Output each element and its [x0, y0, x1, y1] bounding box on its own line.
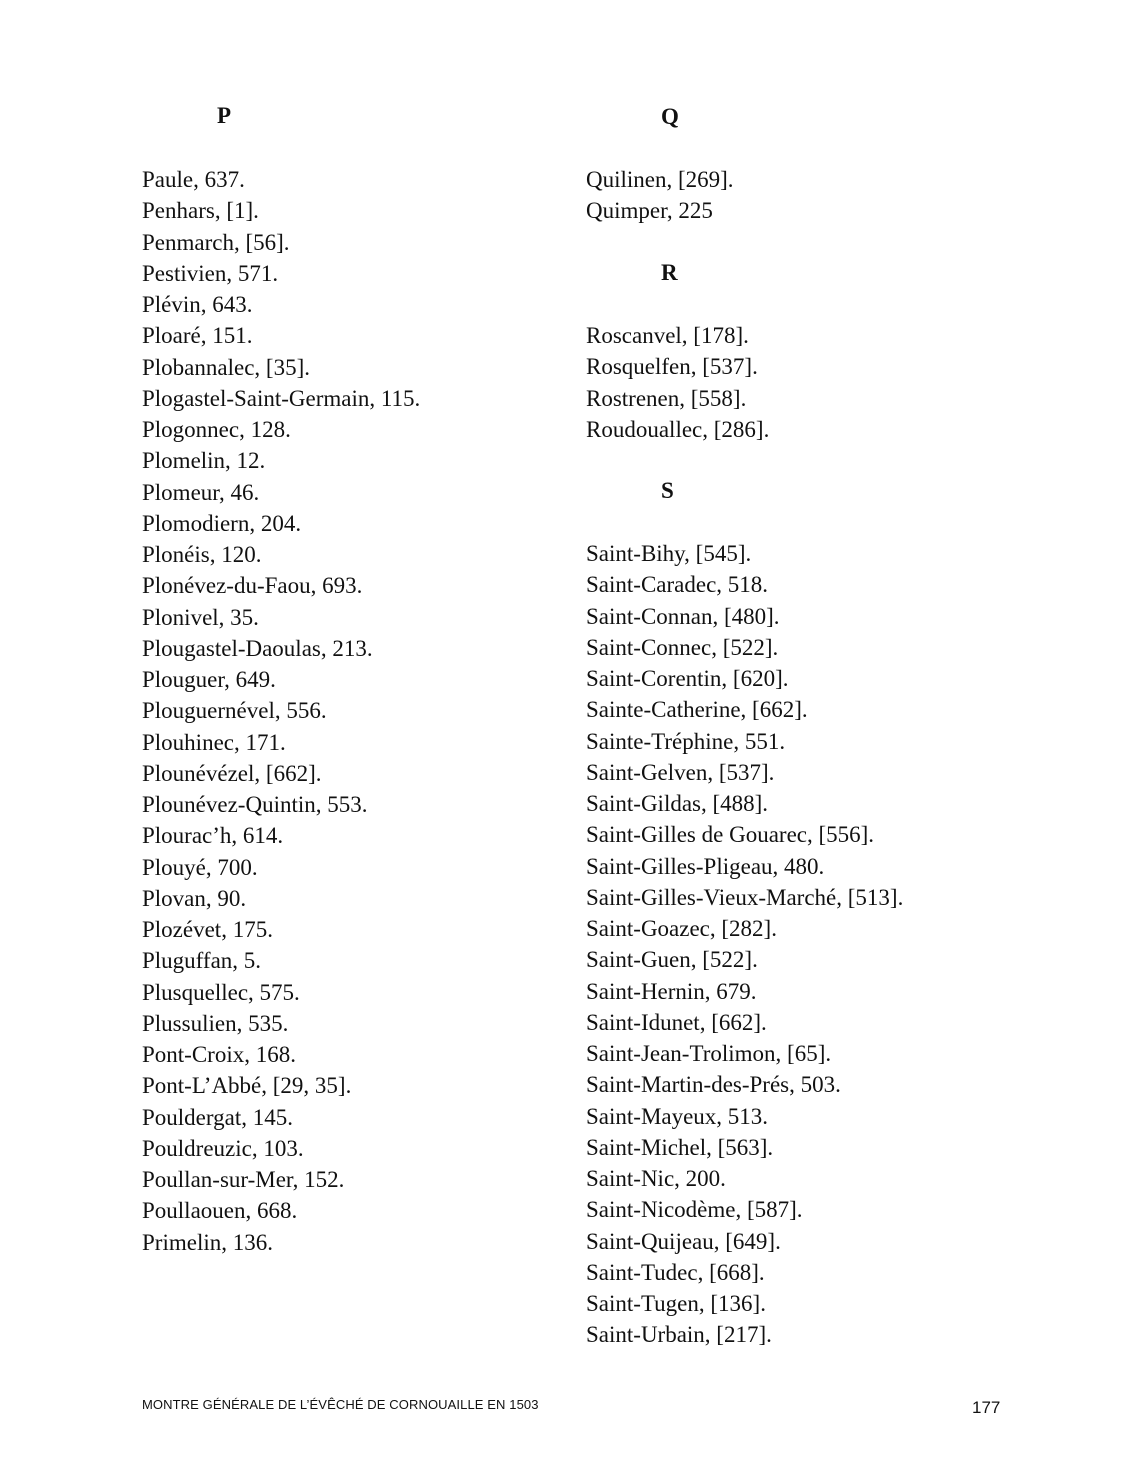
index-entry: Ploaré, 151.: [142, 323, 253, 349]
index-entry: Plonévez-du-Faou, 693.: [142, 573, 363, 599]
index-entry: Rostrenen, [558].: [586, 385, 747, 411]
index-entry: Saint-Connec, [522].: [586, 634, 779, 660]
index-entry: Paule, 637.: [142, 167, 245, 192]
section-letter-r: R: [661, 260, 678, 285]
index-entry: Saint-Jean-Trolimon, [65].: [586, 1041, 832, 1066]
index-entry: Saint-Michel, [563].: [586, 1134, 774, 1160]
index-entry: Plomodiern, 204.: [142, 510, 302, 536]
index-entry: Quilinen, [269].: [586, 167, 734, 192]
index-entry: Quimper, 225: [586, 198, 713, 224]
index-entry: Saint-Martin-des-Prés, 503.: [586, 1072, 841, 1098]
index-entry: Saint-Idunet, [662].: [586, 1009, 767, 1035]
index-entry: Primelin, 136.: [142, 1229, 273, 1255]
index-entry: Plounévez-Quintin, 553.: [142, 792, 368, 817]
entry-list-q: [586, 164, 734, 227]
index-entry: Plogastel-Saint-Germain, 115.: [142, 385, 421, 411]
entry-list-p: [142, 164, 420, 1258]
index-entry: Saint-Tudec, [668].: [586, 1259, 765, 1285]
index-entry: Poullaouen, 668.: [142, 1198, 298, 1224]
section-letter-s: S: [661, 478, 674, 503]
index-entry: Sainte-Catherine, [662].: [586, 697, 808, 723]
index-entry: Plusquellec, 575.: [142, 979, 300, 1005]
page-number: 177: [972, 1398, 1001, 1417]
index-entry: Plonéis, 120.: [142, 542, 262, 567]
index-entry: Saint-Bihy, [545].: [586, 541, 752, 566]
index-entry: Penmarch, [56].: [142, 229, 290, 255]
index-entry: Saint-Nicodème, [587].: [586, 1197, 803, 1223]
index-entry: Plovan, 90.: [142, 885, 247, 911]
index-entry: Plévin, 643.: [142, 292, 253, 317]
index-entry: Plougastel-Daoulas, 213.: [142, 635, 373, 661]
index-entry: Pouldreuzic, 103.: [142, 1135, 304, 1161]
index-entry: Roscanvel, [178].: [586, 323, 749, 348]
index-entry: Plomelin, 12.: [142, 448, 266, 474]
index-entry: Plouguer, 649.: [142, 667, 276, 692]
index-entry: Saint-Gilles-Vieux-Marché, [513].: [586, 884, 904, 910]
index-entry: Pluguffan, 5.: [142, 948, 262, 974]
index-entry: Saint-Corentin, [620].: [586, 666, 789, 691]
index-entry: Plouguernével, 556.: [142, 698, 327, 724]
index-entry: Saint-Hernin, 679.: [586, 978, 757, 1004]
index-entry: Roudouallec, [286].: [586, 416, 770, 442]
index-entry: Rosquelfen, [537].: [586, 354, 758, 380]
index-entry: Plomeur, 46.: [142, 479, 260, 505]
index-entry: Pont-L’Abbé, [29, 35].: [142, 1073, 352, 1099]
index-entry: Saint-Tugen, [136].: [586, 1291, 766, 1316]
index-entry: Poullan-sur-Mer, 152.: [142, 1167, 345, 1192]
index-entry: Plussulien, 535.: [142, 1010, 289, 1036]
section-letter-p: P: [217, 103, 232, 128]
index-entry: Sainte-Tréphine, 551.: [586, 728, 786, 754]
index-entry: Saint-Gilles de Gouarec, [556].: [586, 822, 875, 848]
index-entry: Plouyé, 700.: [142, 854, 258, 880]
index-entry: Penhars, [1].: [142, 198, 259, 224]
index-entry: Plogonnec, 128.: [142, 417, 291, 442]
index-entry: Saint-Connan, [480].: [586, 603, 780, 629]
index-entry: Plonivel, 35.: [142, 604, 259, 630]
index-entry: Plobannalec, [35].: [142, 354, 310, 380]
index-entry: Plozévet, 175.: [142, 917, 273, 942]
index-entry: Saint-Mayeux, 513.: [586, 1103, 769, 1129]
entry-list-r: [586, 320, 769, 445]
index-entry: Saint-Gildas, [488].: [586, 791, 769, 816]
index-entry: Plourac’h, 614.: [142, 823, 284, 849]
index-entry: Saint-Gelven, [537].: [586, 759, 775, 785]
running-footer-title: MONTRE GÉNÉRALE DE L’ÉVÊCHÉ DE CORNOUAILLE EN 1503: [142, 1397, 539, 1412]
index-entry: Saint-Urbain, [217].: [586, 1322, 772, 1348]
index-entry: Plouhinec, 171.: [142, 729, 286, 755]
index-entry: Saint-Nic, 200.: [586, 1166, 726, 1191]
index-entry: Saint-Quijeau, [649].: [586, 1228, 781, 1254]
index-entry: Pestivien, 571.: [142, 260, 279, 286]
index-entry: Plounévézel, [662].: [142, 760, 322, 786]
index-entry: Saint-Guen, [522].: [586, 947, 758, 973]
index-entry: Pouldergat, 145.: [142, 1104, 293, 1130]
index-entry: Pont-Croix, 168.: [142, 1042, 296, 1067]
index-entry: Saint-Goazec, [282].: [586, 916, 777, 941]
index-entry: Saint-Caradec, 518.: [586, 572, 769, 598]
entry-list-s: [586, 538, 903, 1351]
section-letter-q: Q: [661, 104, 679, 129]
index-entry: Saint-Gilles-Pligeau, 480.: [586, 853, 825, 879]
